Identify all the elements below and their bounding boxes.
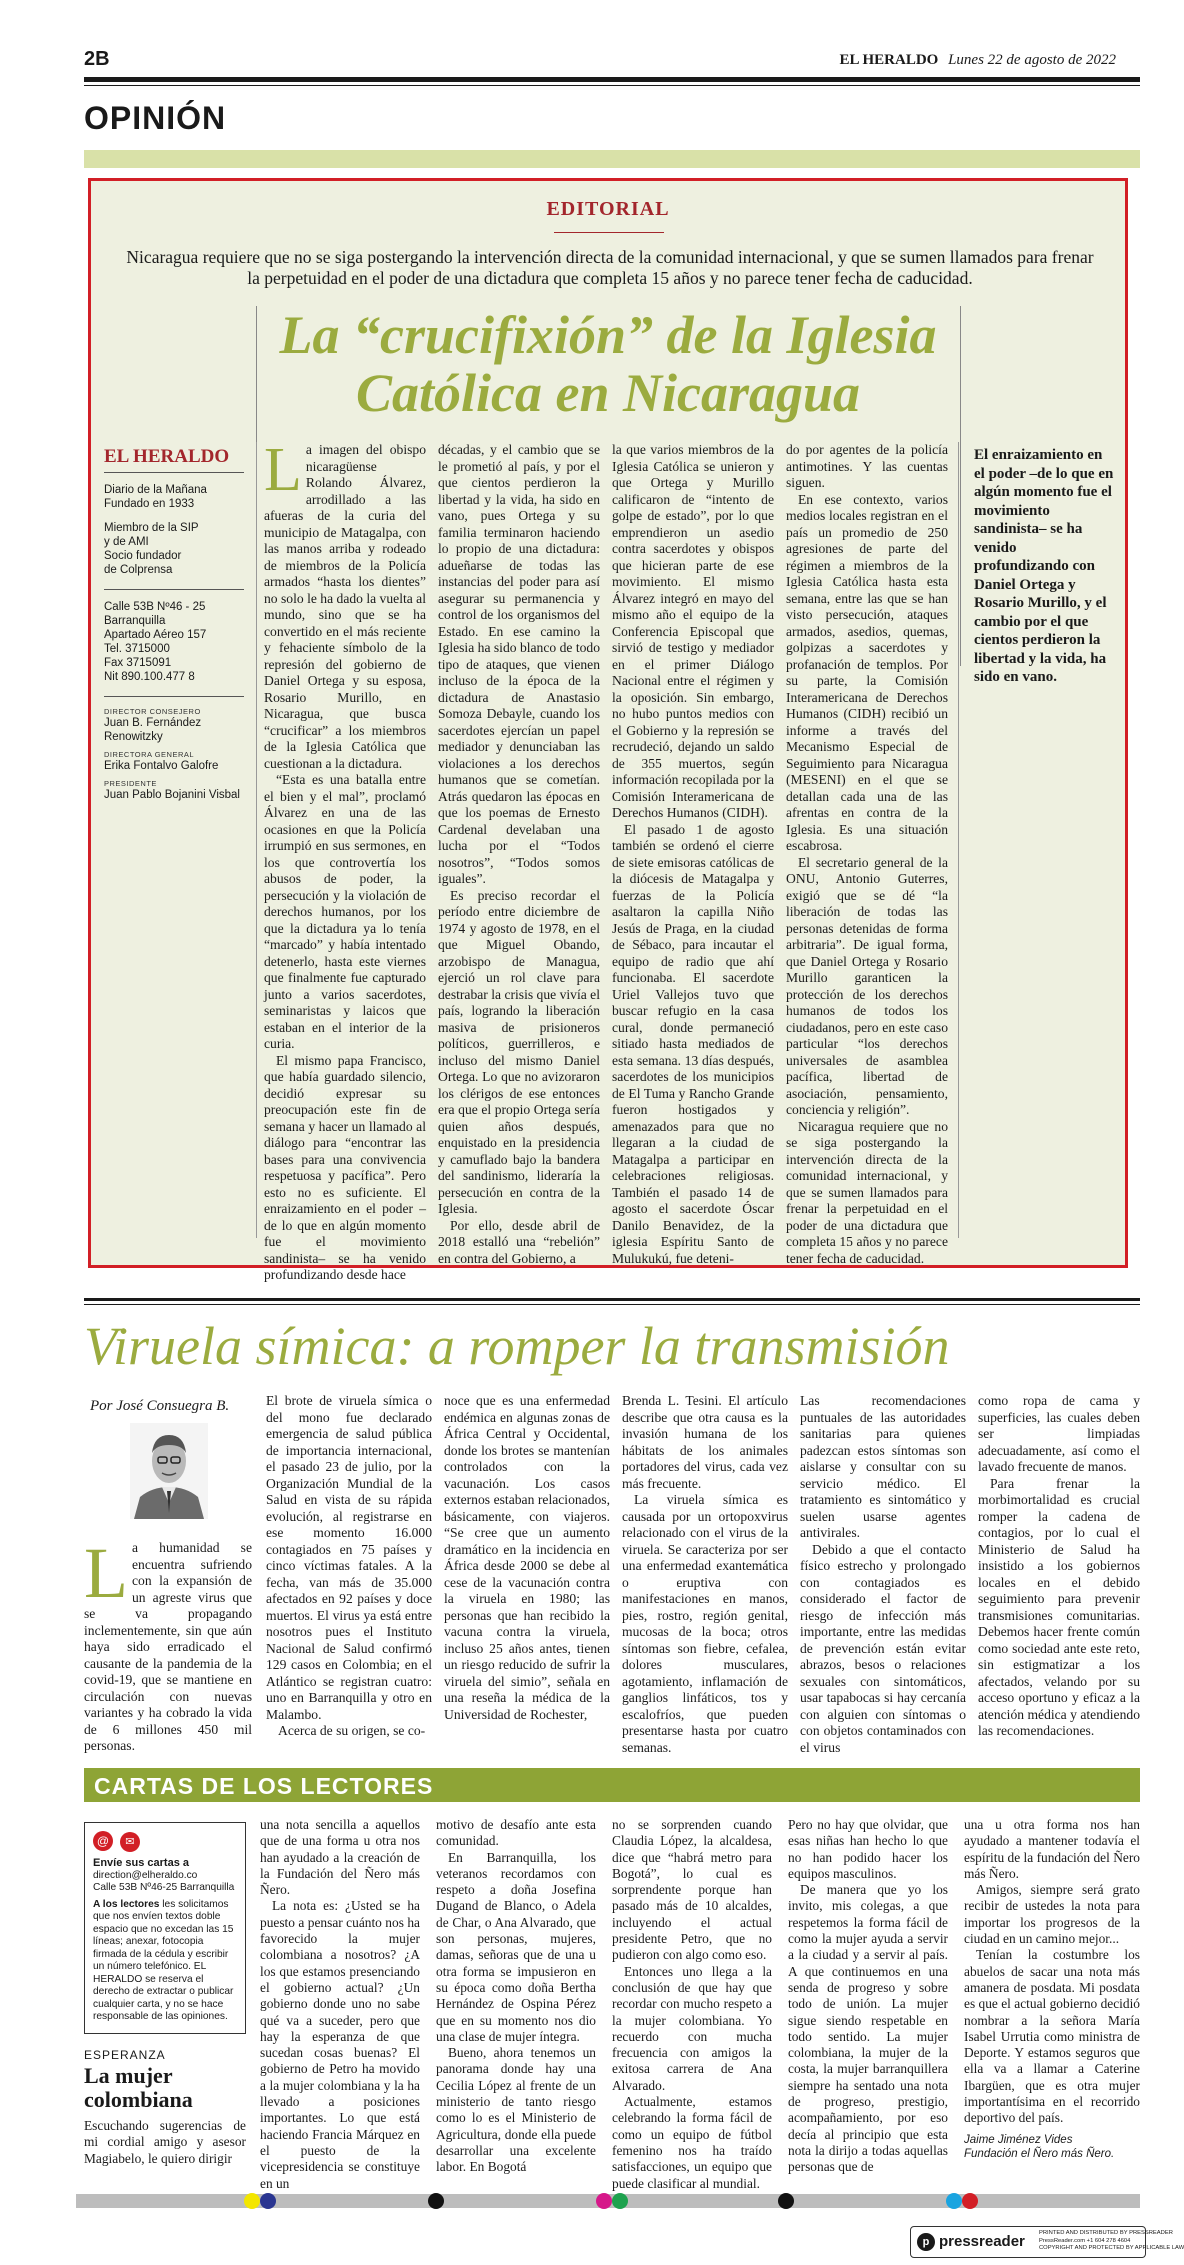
masthead-member [104,521,244,577]
letter-paragraph: La nota es: ¿Usted se ha puesto a pensar cuánto nos ha favorecido la mujer colombiana a nosotros? ¿A los que estamos presenciando el gobierno actual? ¿Un gobierno donde uno no sabe qué va a suceder, pero que hay la esperanza de que sucedan cosas buenas? El gobierno de Petro ha movido a la mujer colombiana y la ha llevado a posiciones importantes. Lo que está haciendo Francia Márquez en el puesto de la vicepresidencia se constituye en un [260,1898,420,2191]
masthead-line: Calle 53B Nº46 - 25 [104,601,206,613]
gm-name: Erika Fontalvo Galofre [104,760,219,772]
gm-label: DIRECTORA GENERAL [104,750,195,759]
issue-date: Lunes 22 de agosto de 2022 [948,52,1116,68]
registration-mark [428,2193,444,2209]
at-icon: @ [93,1831,113,1851]
registration-mark [612,2193,628,2209]
newspaper-name: EL HERALDO [839,52,939,68]
fineprint-line: COPYRIGHT AND PROTECTED BY APPLICABLE LAW [1039,2245,1184,2251]
contact-icons [93,1831,237,1857]
masthead-line: Fax 3715091 [104,657,172,669]
editorial-pullquote: El enraizamiento en el poder –de lo que en algún momento fue el movimiento sandinista– se ha venido profundizando con Daniel Ortega y Rosario Murillo, y el cambio por el que cientos perdieron la libertad y la vida, ha sido en vano. [974,447,1114,685]
drop-cap: L [264,436,302,504]
drop-cap: L [84,1533,128,1613]
letter-col-5 [788,1817,948,2176]
masthead-line: Nit 890.100.477 8 [104,671,195,683]
letter-paragraph: motivo de desafío ante esta comunidad. [436,1817,596,1849]
column-article-col-1 [84,1533,252,1755]
editorial-paragraph: do por agentes de la policía antimotines. Y las cuentas siguen. [786,442,948,490]
section-divider-thin [84,1304,1140,1305]
editorial-column-3 [612,442,774,1267]
send-email[interactable]: direction@elheraldo.co [93,1869,198,1881]
rules-text: les solicitamos que nos envíen textos doble espacio que no excedan las 15 líneas; anexar, fotocopia firmada de la cédula y escribir un número telefónico. EL HERALDO se reserva el derecho de extractar o publicar cualquier carta, y no se hace responsable de las opiniones. [93,1898,234,2022]
article-paragraph: Las recomendaciones puntuales de las autoridades sanitarias para quienes padezcan estos síntomas son aislarse y consultar con su servicio médico. El tratamiento es sintomático y suelen usarse agentes antivirales. [800,1393,966,1540]
column-byline: Por José Consuegra B. [90,1398,230,1414]
letter-paragraph: Entonces uno llega a la conclusión de que hay que recordar con mucho respeto a la mujer colombiana. Yo recuerdo con mucha frecuencia con amigos la exitosa carrera de Ana Alvarado. [612,1963,772,2093]
col-rule [958,442,959,1238]
article-paragraph: El brote de viruela símica o del mono fue declarado emergencia de salud pública de importancia internacional, el pasado 23 de julio, por la Organización Mundial de la Salud en vista de su rápida evolución, al registrarse en ese momento 16.000 contagiados en 75 países y cinco víctimas fatales. A la fecha, van más de 35.000 afectados en 92 países y doce muertos. El virus ya está entre nosotros pues el Instituto Nacional de Salud confirmó 129 casos en Colombia; en el Atlántico se registran cuatro: uno en Barranquilla y otro en Malambo. [266,1393,432,1722]
editorial-paragraph: décadas, y el cambio que se le prometió al país, y por el que cientos perdieron la libertad y la vida, ha sido en vano, pues Ortega y su familia terminaron haciendo lo propio de una dictadura: adueñarse de todas las instancias del poder para así asegurar su permanencia y control de los organismos del Estado. En ese camino la Iglesia ha sido blanco de todo tipo de ataques, que vienen incluso de la época de la dictadura de Anastasio Somoza Debayle, cuando los sacerdotes ejercían un papel mediador y denunciaban las violaciones a los derechos humanos que se cometían. Atrás quedaron las épocas en que los poemas de Ernesto Cardenal develaban una lucha por el “Todos nosotros”, “Todos somos iguales”. [438,442,600,886]
section-title: OPINIÓN [84,100,227,136]
letter-col-2 [260,1817,420,2192]
pressreader-badge[interactable] [910,2226,1184,2258]
registration-mark [946,2193,962,2209]
column-headline: Viruela símica: a romper la transmisión [84,1316,950,1376]
masthead-line: Tel. 3715000 [104,643,170,655]
masthead-divider [104,589,244,590]
letter-paragraph: Tenían la costumbre los abuelos de sacar una nota más amanera de posdata. Mi posdata es que el actual gobierno decidió nombrar a la señora María Isabel Urrutia como ministra de Deporte. Y estamos seguros que ella va a llamar a Caterine Ibargüen, que es otra mujer importantísima en el recorrido deportivo del país. [964,1947,1140,2126]
letter-paragraph: Actualmente, estamos celebrando la forma fácil de como un equipo de fútbol femenino nos ha traído satisfacciones, un equipo que puede clasificar al mundial. [612,2094,772,2191]
column-article-col-6 [978,1393,1140,1740]
letter-col-1 [84,2118,246,2167]
director-label: DIRECTOR CONSEJERO [104,707,201,716]
article-paragraph: Brenda L. Tesini. El artículo describe que otra causa es la invasión humana de los hábitats de los animales portadores del virus, cada vez más frecuente. [622,1393,788,1491]
pressreader-fineprint [1039,2230,1184,2253]
letter-col-3 [436,1817,596,2176]
masthead-line: Socio fundador [104,550,182,562]
fineprint-line: PressReader.com +1 604 278 4604 [1039,2237,1131,2244]
editorial-column-2 [438,442,600,1267]
masthead-line: de Colprensa [104,564,173,576]
letter-title-line-2: colombiana [84,2087,193,2112]
editorial-column-4 [786,442,948,1267]
letter-kicker: ESPERANZA [84,2048,166,2062]
editorial-paragraph: Es preciso recordar el período entre diciembre de 1974 y agosto de 1978, en el que Miguel Obando, arzobispo de Managua, ejerció un rol clave para destrabar la crisis que vivía el país, logrando la liberación masiva de prisioneros políticos, guerrilleros, e incluso del mismo Daniel Ortega. Lo que no avizoraron los clérigos de ese entonces era que el propio Ortega sería quien años después, enquistado en la presidencia y camuflado bajo la bandera del sandinismo, lideraría la persecución en contra de la Iglesia. [438,887,600,1216]
masthead-line: Diario de la Mañana [104,484,207,496]
envelope-icon: ✉ [120,1832,140,1852]
registration-mark [962,2193,978,2209]
registration-mark [260,2193,276,2209]
header-rule-thin [84,85,1140,86]
article-paragraph [84,1533,252,1755]
letter-paragraph: una u otra forma nos han ayudado a mantener todavía el espíritu de la fundación del Ñero más Ñero. [964,1817,1140,1881]
letter-paragraph: una nota sencilla a aquellos que de una forma u otra nos han ayudado a la creación de la Fundación del Ñero más Ñero. [260,1817,420,1898]
column-article-col-5 [800,1393,966,1756]
letter-title-line-1: La mujer [84,2063,173,2088]
masthead-staff [104,707,244,802]
letter-col-6 [964,1817,1140,2161]
deck-rule-right [960,306,961,666]
registration-mark [596,2193,612,2209]
masthead-info [104,446,244,802]
article-paragraph: Debido a que el contacto físico estrecho y prolongado con contagiados es considerado el factor de riesgo de infección más importante, entre las medidas de prevención están evitar abrazos, besos o relaciones sexuales con sintomáticos, usar tapabocas si hay cercanía con alguien con síntomas o con objetos contaminados con el virus [800,1541,966,1755]
registration-mark [778,2193,794,2209]
editorial-paragraph: El pasado 1 de agosto también se ordenó el cierre de siete emisoras católicas de la diócesis de Matagalpa y fuerzas de la Policía asaltaron la capilla Niño Jesús de Praga, en la ciudad de Sébaco, para incautar el equipo de radio que ahí funcionaba. El sacerdote Uriel Vallejos tuvo que buscar refugio en la casa cural, donde permaneció sitiado hasta mediados de esta semana. 13 días después, sacerdotes de los municipios de El Tuma y Rancho Grande fueron hostigados y amenazados para que no llegaran a la ciudad de Matagalpa a participar en celebraciones religiosas. También el pasado 14 de agosto el sacerdote Óscar Danilo Benavidez, de la iglesia Espíritu Santo de Mulukukú, fue deteni- [612,821,774,1266]
editorial-column-1 [264,436,426,1284]
letters-rules [93,1899,237,2024]
masthead-line: Fundado en 1933 [104,498,195,510]
letter-paragraph: Pero no hay que olvidar, que esas niñas han hecho lo que no han podido hacer los equipos masculinos. [788,1817,948,1881]
author-portrait-icon [130,1423,208,1519]
letters-banner [84,1768,1140,1802]
editorial-paragraph: Nicaragua requiere que no se siga postergando la intervención directa de la comunidad internacional, y que se sumen llamados para frenar la perpetuidad en el poder de una dictadura que completa 15 años y no parece tener fecha de caducidad. [786,1118,948,1266]
send-address: Calle 53B Nº46-25 Barranquilla [93,1882,235,1893]
letters-info-box [84,1822,246,2034]
pressreader-name: pressreader [939,2233,1025,2250]
signature-name: Jaime Jiménez Vides [964,2133,1073,2146]
editorial-headline [256,306,960,422]
article-paragraph: Acerca de su origen, se co- [278,1723,426,1738]
letter-paragraph: En Barranquilla, los veteranos recordamos con respeto a doña Josefina Dugand de Blanco, o Adela de Char, o Ana Alvarado, que son personas, mujeres, damas, señoras que de una u otra forma se impusieron en su época como doña Bertha Hernández de Ospina Pérez que en su momento nos dio una clase de mujer íntegra. [436,1849,596,2044]
header-rule [84,77,1140,82]
masthead-line: y de AMI [104,536,149,548]
editorial-kicker: EDITORIAL [546,198,670,220]
letter-paragraph: De manera que yo los invito, mis colegas, a que respetemos la forma fácil de como la mujer ayuda a servir a la ciudad y a servir al país. A que continuemos en una senda de progreso y sobre todo de unión. La mujer sigue siendo respetable en todo sentido. La mujer colombiana, la mujer de la costa, la mujer barranquillera siempre ha sentado una nota de progreso, prestigio, acompañamiento, por eso decía al principio que esta nota la dirijo a todas aquellas personas que de [788,1882,948,2175]
author-photo [130,1423,208,1519]
editorial-paragraph: la que varios miembros de la Iglesia Católica se unieron y que Ortega y Murillo calificaron de “intento de golpe de estado”, por lo que emprendieron un asedio contra sacerdotes y obispos que hicieran parte de ese movimiento. El mismo Álvarez integró en mayo del mismo año el equipo de la Conferencia Episcopal que sirvió de testigo y mediador en el primer Diálogo Nacional entre el régimen y la oposición. Sin embargo, no hubo puntos medios con el Gobierno y la represión se recrudeció, dejando un saldo de 355 muertos, según información recopilada por la Comisión Interamericana de Derechos Humanos (CIDH). [612,442,774,820]
masthead-divider [104,696,244,697]
editorial-paragraph: Por ello, desde abril de 2018 estalló una “rebelión” en contra del Gobierno, a [438,1217,600,1266]
fineprint-line: PRINTED AND DISTRIBUTED BY PRESSREADER [1039,2230,1173,2236]
print-registration-bar [76,2194,1140,2208]
masthead-logo: EL HERALDO [104,446,244,473]
masthead-line: Apartado Aéreo 157 [104,629,207,641]
letter-title [84,2064,193,2112]
rules-lead: A los lectores [93,1898,160,1910]
letter-paragraph: Bueno, ahora tenemos un panorama donde hay una Cecilia López al frente de un ministerio de tanto riesgo como lo es el Ministerio de Agricultura, donde ella puede desarrollar una excelente labor. En Bogotá [436,2045,596,2175]
editorial-paragraph [264,436,426,772]
header-right [840,52,1116,69]
letter-paragraph: Amigos, siempre será grato recibir de ustedes la nota para importar los progresos de la ciudad en un camino mejor... [964,1882,1140,1947]
editorial-paragraph: El mismo papa Francisco, que había guardado silencio, decidió expresar su preocupación este fin de semana y hacer un llamado al diálogo para “encontrar las bases para una convivencia respetuosa y pacífica”. Pero esto no es suficiente. El enraizamiento en el poder –de lo que en algún momento fue el movimiento sandinista– se ha venido profundizando desde hace [264,1052,426,1282]
send-title: Envíe sus cartas a [93,1857,190,1869]
section-bar [84,150,1140,168]
article-paragraph: Para frenar la morbimortalidad es crucial romper la cadena de contagios, por lo cual el Ministerio de Salud ha insistido a los gobiernos locales en el debido seguimiento para prevenir transmisiones comunitarias. Debemos hacer frente común como sociedad ante este reto, sin estigmatizar a los afectados, velando por su acceso oportuno y eficaz a la atención médica y atendiendo las recomendaciones. [978,1475,1140,1738]
editorial-paragraph: En ese contexto, varios medios locales registran en el país un promedio de 250 agresiones de parte del régimen a miembros de la Iglesia Católica hasta esta semana, entre las que se han visto persecución, ataques armados, asedios, quemas, golpizas a sacerdotes y profanación de templos. Por su parte, la Comisión Interamericana de Derechos Humanos (CIDH) recibió un informe a través del Mecanismo Especial de Seguimiento para Nicaragua (MESENI) en el que se detallan cada una de las afrentas en contra de la Iglesia. Es una situación escabrosa. [786,491,948,853]
kicker-underline [554,232,664,233]
article-paragraph: como ropa de cama y superficies, las cuales deben ser limpiadas adecuadamente, así como el lavado frecuente de manos. [978,1393,1140,1474]
letters-banner-title: CARTAS DE LOS LECTORES [94,1773,434,1799]
letter-col-4 [612,1817,772,2192]
editorial-deck: Nicaragua requiere que no se siga postergando la intervención directa de la comunidad internacional, y que se sumen llamados para frenar la perpetuidad en el poder de una dictadura que completa 15 años y no parece tener fecha de caducidad. [126,247,1094,288]
editorial-paragraph: “Esta es una batalla entre el bien y el mal”, proclamó Álvarez en una de las ocasiones en que la Policía irrumpió en sus sermones, en los que controvertía los abusos de poder, la persecución y la violación de derechos humanos, por los que la dictadura ya lo tenía “marcado” y había intentado detenerlo, hasta este viernes que finalmente fue capturado junto a varios sacerdotes, seminaristas y laicos que estaban en el interior de la curia. [264,772,426,1051]
president-label: PRESIDENTE [104,779,157,788]
paragraph-text: a humanidad se encuentra sufriendo con la expansión de un agreste virus que se va propagando inclementemente, sin que aún haya sido erradicado el causante de la pandemia de la covid-19, que se mantiene en circulación con nuevas variantes y ha cobrado la vida de 6 millones 450 mil personas. [84,1540,252,1753]
president-name: Juan Pablo Bojanini Visbal [104,789,240,801]
headline-line-2: Católica en Nicaragua [355,363,860,423]
column-article-col-4 [622,1393,788,1756]
page-number: 2B [84,48,110,70]
column-article-col-2 [266,1393,432,1740]
masthead-line: Miembro de la SIP [104,522,199,534]
letter-paragraph: no se sorprenden cuando Claudia López, la alcaldesa, dice que “habrá metro para Bogotá”, lo cual es sorprendente porque han pasado más de 10 alcaldes, incluyendo el actual presidente Petro, que no pudieron con algo como eso. [612,1817,772,1963]
col-rule [256,442,257,1238]
article-paragraph: La viruela símica es causada por un ortopoxvirus relacionado con el virus de la viruela. Se caracteriza por ser una enfermedad exantemática o eruptiva con manifestaciones en manos, pies, rostro, región genital, mucosas de la boca; otros síntomas son fiebre, cefalea, dolores musculares, agotamiento, inflamación de ganglios linfáticos, tos y escalofríos, que pueden presentarse hasta por cuatro semanas. [622,1492,788,1755]
section-divider [84,1298,1140,1301]
letter-signature [964,2133,1140,2161]
director-name: Juan B. Fernández Renowitzky [104,717,202,743]
signature-role: Fundación el Ñero más Ñero. [964,2147,1115,2160]
article-paragraph: noce que es una enfermedad endémica en algunas zonas de África Central y Occidental, donde los brotes se mantenían controlados con la vacunación. Los casos externos estaban relacionados, básicamente, con viajeros. “Se cree que un aumento dramático en la incidencia en África desde 2000 se debe al cese de la vacunación contra la viruela en 1980; las personas que han recibido la vacuna contra la viruela, incluso 25 años antes, tienen un riesgo reducido de sufrir la viruela del simio”, señala en una reseña la médica de la Universidad de Rochester, [444,1393,610,1722]
masthead-founded [104,483,244,511]
masthead-address [104,600,244,684]
editorial-paragraph: El secretario general de la ONU, Antonio Guterres, exigió que se dé “la liberación de todas las personas detenidas de forma arbitraria”. De igual forma, que Daniel Ortega y Rosario Murillo garanticen la protección de los derechos humanos de todos los ciudadanos, pero en este caso particular “los derechos universales de asamblea pacífica, libertad de asociación, pensamiento, conciencia y religión”. [786,854,948,1117]
registration-mark [244,2193,260,2209]
column-article-col-3 [444,1393,610,1723]
pressreader-logo-icon: p [917,2233,935,2251]
masthead-line: Barranquilla [104,615,166,627]
letter-paragraph: Escuchando sugerencias de mi cordial amigo y asesor Magiabelo, le quiero dirigir [84,2118,246,2166]
headline-line-1: La “crucifixión” de la Iglesia [279,305,937,365]
paragraph-text: a imagen del obispo nicaragüense Rolando Álvarez, arrodillado a las afueras de la curia del municipio de Matagalpa, con las manos arriba y rodeado de miembros de la Policía armados “hasta los dientes” no solo le ha dado la vuelta al mundo, sino que se ha convertido en el más reciente y fehaciente símbolo de la represión del gobierno de Daniel Ortega y su esposa, Rosario Murillo, en Nicaragua, que busca “crucificar” a los miembros de la Iglesia Católica que cuestionan a la dictadura. [264,442,426,771]
